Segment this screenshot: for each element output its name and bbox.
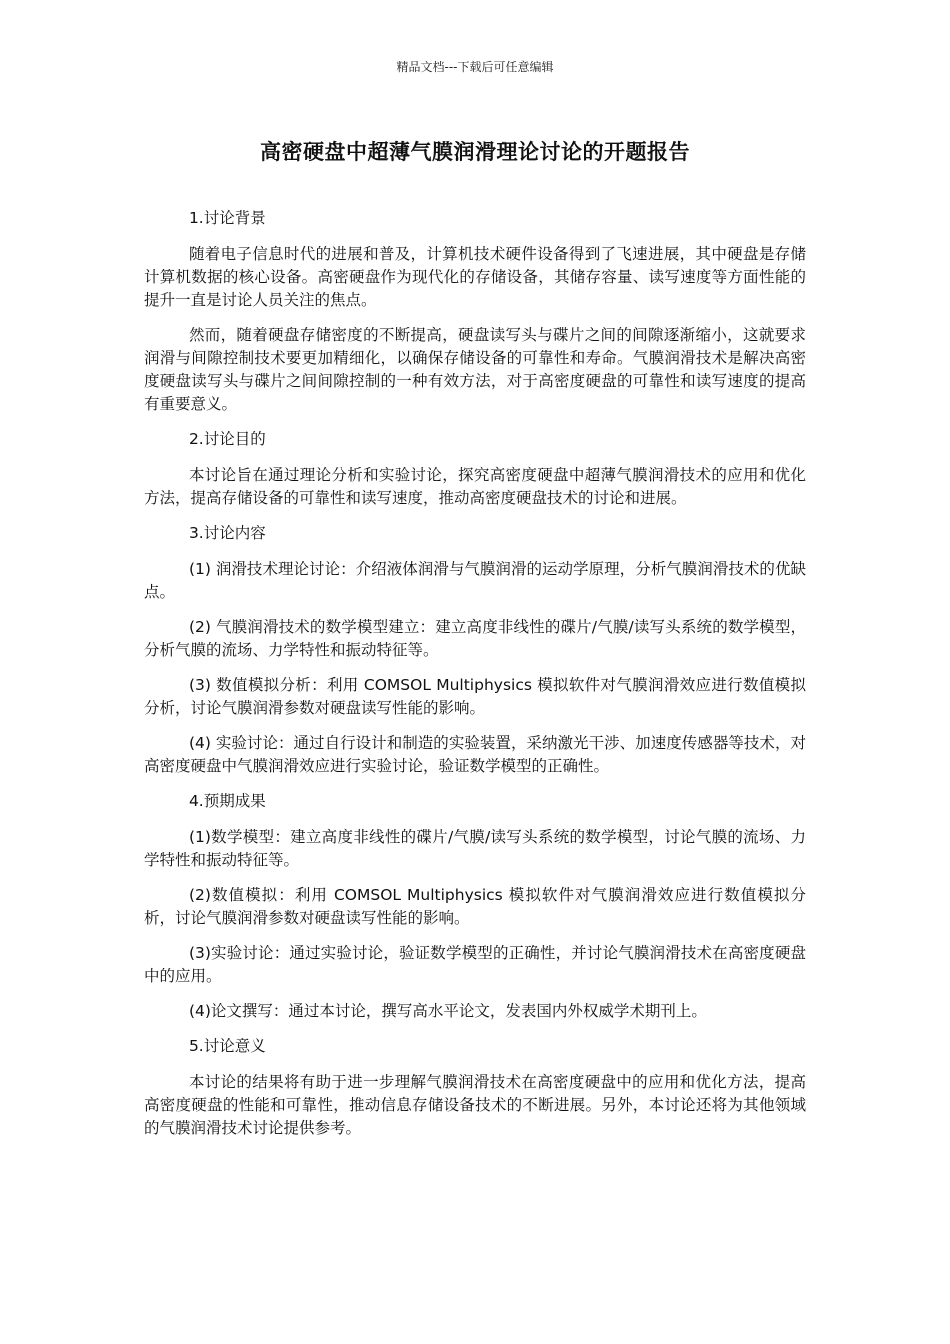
list-item-content-1: (1) 润滑技术理论讨论：介绍液体润滑与气膜润滑的运动学原理，分析气膜润滑技术的优缺点。 [144,560,806,601]
paragraph-background-2: 然而，随着硬盘存储密度的不断提高，硬盘读写头与碟片之间的间隙逐渐缩小，这就要求润滑与间隙控制技术要更加精细化，以确保存储设备的可靠性和寿命。气膜润滑技术是解决高密度硬盘读写头与碟片之间间隙控制的一种有效方法，对于高密度硬盘的可靠性和读写速度的提高有重要意义。 [144,326,806,413]
section-heading-background: 1.讨论背景 [188,209,266,227]
document-title: 高密硬盘中超薄气膜润滑理论讨论的开题报告 [260,140,690,164]
section-heading-content: 3.讨论内容 [188,524,266,542]
section-heading-results: 4.预期成果 [188,792,266,810]
list-item-results-3: (3)实验讨论：通过实验讨论，验证数学模型的正确性，并讨论气膜润滑技术在高密度硬盘中的应用。 [144,944,806,985]
list-item-content-4: (4) 实验讨论：通过自行设计和制造的实验装置，采纳激光干涉、加速度传感器等技术，对高密度硬盘中气膜润滑效应进行实验讨论，验证数学模型的正确性。 [144,734,806,775]
document-body [144,207,806,1152]
section-heading-purpose: 2.讨论目的 [188,430,266,448]
list-item-content-2: (2) 气膜润滑技术的数学模型建立：建立高度非线性的碟片/气膜/读写头系统的数学模型，分析气膜的流场、力学特性和振动特征等。 [144,618,806,659]
paragraph-significance: 本讨论的结果将有助于进一步理解气膜润滑技术在高密度硬盘中的应用和优化方法，提高高密度硬盘的性能和可靠性，推动信息存储设备技术的不断进展。另外，本讨论还将为其他领域的气膜润滑技术讨论提供参考。 [144,1073,806,1137]
list-item-results-4: (4)论文撰写：通过本讨论，撰写高水平论文，发表国内外权威学术期刊上。 [188,1002,707,1020]
list-item-content-3: (3) 数值模拟分析：利用 COMSOL Multiphysics 模拟软件对气膜润滑效应进行数值模拟分析，讨论气膜润滑参数对硬盘读写性能的影响。 [144,676,806,717]
paragraph-purpose: 本讨论旨在通过理论分析和实验讨论，探究高密度硬盘中超薄气膜润滑技术的应用和优化方法，提高存储设备的可靠性和读写速度，推动高密度硬盘技术的讨论和进展。 [144,466,806,507]
section-heading-significance: 5.讨论意义 [188,1037,266,1055]
paragraph-background-1: 随着电子信息时代的进展和普及，计算机技术硬件设备得到了飞速进展，其中硬盘是存储计算机数据的核心设备。高密硬盘作为现代化的存储设备，其储存容量、读写速度等方面性能的提升一直是讨论人员关注的焦点。 [144,245,806,309]
list-item-results-2: (2)数值模拟：利用 COMSOL Multiphysics 模拟软件对气膜润滑效应进行数值模拟分析，讨论气膜润滑参数对硬盘读写性能的影响。 [144,886,806,927]
list-item-results-1: (1)数学模型：建立高度非线性的碟片/气膜/读写头系统的数学模型，讨论气膜的流场、力学特性和振动特征等。 [144,828,806,869]
header-note: 精品文档---下载后可任意编辑 [396,60,554,74]
